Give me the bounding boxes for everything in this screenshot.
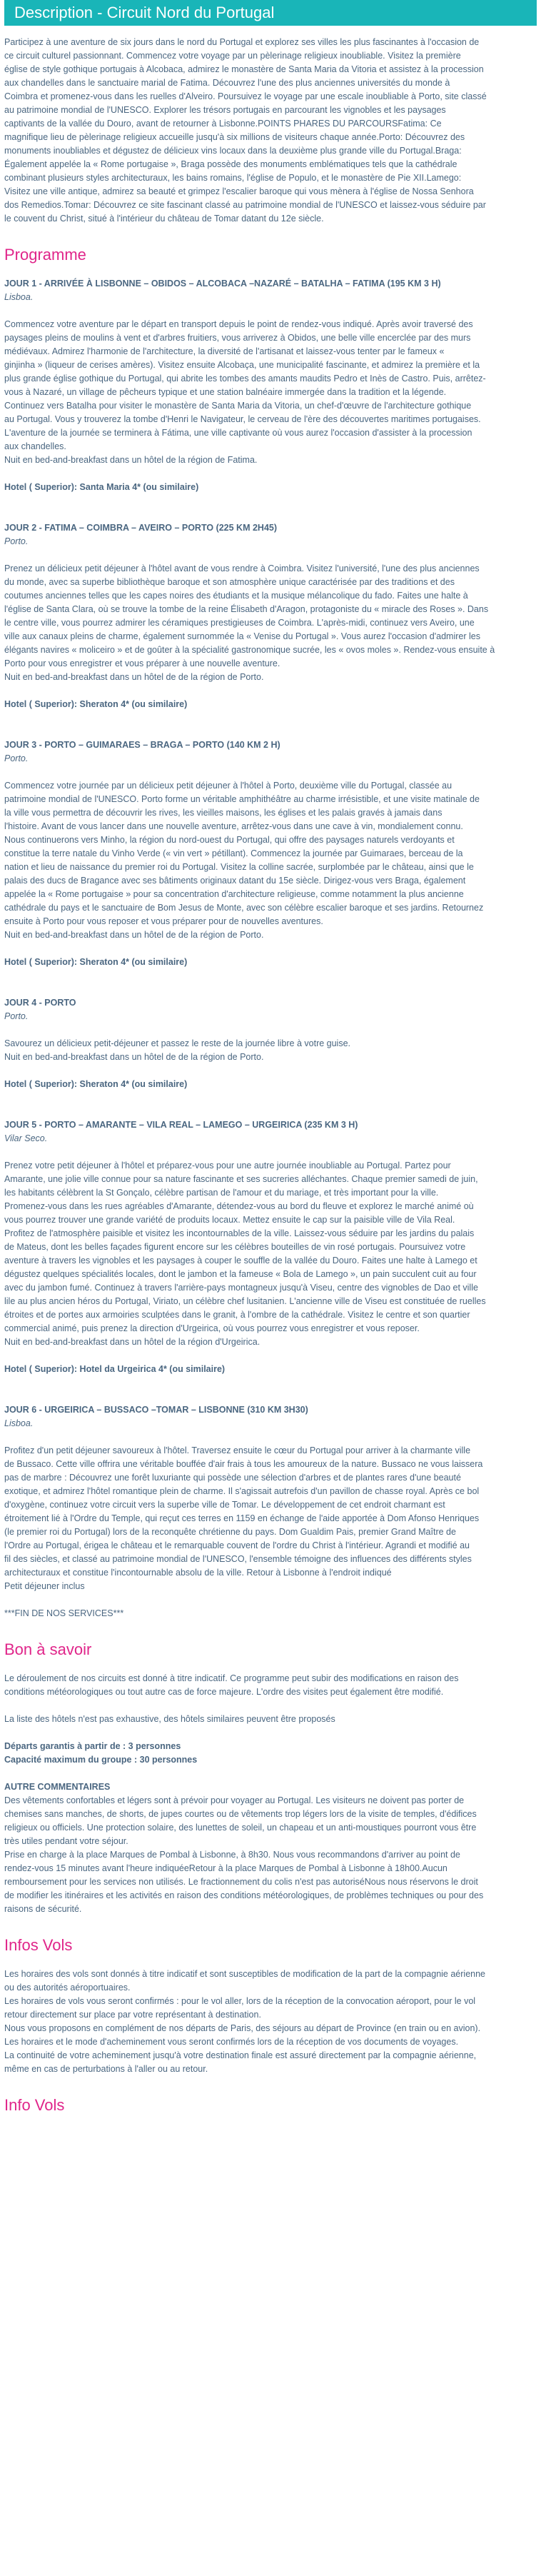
day-description — [4, 1037, 537, 1064]
day-description-line: paysages pleins de moulins à vent et d'arbres fruitiers, vous arriverez à Obidos, une belle ville encerclée par des murs — [4, 333, 471, 343]
infos-vols-line: retour directement sur place par votre représentant à destination. — [4, 2010, 261, 2020]
day-description-line: les habitants célèbrent la St Gonçalo, célèbre partisan de l'amour et du mariage, et très important pour la ville. — [4, 1188, 439, 1198]
day-description-line: Porto pour vous enregistrer et vous préparer à une nouvelle aventure. — [4, 658, 280, 668]
day-description-line: Amarante, une jolie ville connue pour sa nature fascinante et ses sucreries alléchantes. Chaque premier samedi de juin, — [4, 1174, 478, 1184]
day-description-line: de Bussaco. Cette ville offrira une véritable bouffée d'air frais à tous les amoureux de la nature. Bussaco ne vous laissera — [4, 1459, 483, 1469]
programme-days — [4, 277, 537, 1593]
intro-line: Également appelée la « Rome portugaise », Braga possède des monuments emblématiques tels que la cathédrale — [4, 159, 457, 169]
day-description-line: élégants navires « moliceiro » et de goûter à la spécialité gastronomique sucrée, les « ovos moles ». Rendez-vous ensuite à — [4, 645, 495, 655]
intro-text — [4, 36, 537, 226]
day-description-line: Nuit en bed-and-breakfast dans un hôtel de la région d'Urgeirica. — [4, 1337, 261, 1347]
day-city: Lisboa. — [4, 1418, 34, 1428]
day-block — [4, 1118, 537, 1376]
intro-line: le couvent du Christ, situé à l'intérieur du château de Tomar datant du 12e siècle. — [4, 214, 324, 224]
day-description-line: Petit déjeuner inclus — [4, 1581, 85, 1591]
infos-vols-line: ou des autorités aéroportuaires. — [4, 1983, 131, 1993]
bon-a-savoir-line: conditions météorologiques ou tout autre cas de force majeure. L'ordre des visites peut également être modifié. — [4, 1687, 444, 1697]
day-description-line: étroitement lié à l'Ordre du Temple, qui reçut ces terres en 1159 en échange de l'aide apportée à Dom Afonso Henriques — [4, 1513, 480, 1523]
infos-vols-line: Les horaires de vols vous seront confirmés : pour le vol aller, lors de la réception de la convocation aéroport, pour le vol — [4, 1996, 476, 2006]
infos-vols-text — [4, 1968, 537, 2076]
hotel-list-note: La liste des hôtels n'est pas exhaustive, des hôtels similaires peuvent être proposés — [4, 1714, 335, 1724]
day-description-line: Profitez de l'atmosphère paisible et visitez les incontournables de la ville. Laissez-vous séduire par les jardins du palais — [4, 1228, 475, 1238]
day-city: Porto. — [4, 1011, 29, 1021]
departs-garantis: Départs garantis à partir de : 3 personnes — [4, 1741, 181, 1751]
intro-line: Participez à une aventure de six jours dans le nord du Portugal et explorez ses villes les plus fascinantes à l'occasion de — [4, 37, 480, 47]
day-description-line: ensuite à Porto pour vous reposer et vous préparer pour de nouvelles aventures. — [4, 916, 323, 926]
day-description-line: étroites et de portes aux armoiries sculptées dans le granit, à l'ombre de la cathédrale. Visitez le centre et son quartier — [4, 1310, 470, 1320]
day-description-line: ginjinha » (liqueur de cerises amères). Visitez ensuite Alcobaça, une municipalité fascinante, et admirez la première et la — [4, 360, 480, 370]
intro-line: Visitez une ville antique, admirez sa beauté et grimpez l'escalier baroque qui vous mènera à l'église de Nossa Senhora — [4, 186, 474, 196]
day-description-line: appelée la « Rome portugaise » pour sa concentration d'architecture religieuse, comme notamment la plus ancienne — [4, 889, 464, 899]
bon-a-savoir-paragraph — [4, 1672, 537, 1699]
intro-line: combinant plusieurs styles architecturaux, les bains romains, l'église de Populo, et le monastère de Pie XII.Lamego: — [4, 173, 462, 183]
autre-commentaires-line: Prise en charge à la place Marques de Pombal à Lisbonne, à 8h30. Nous vous recommandons d'arriver au point de — [4, 1850, 460, 1860]
autre-commentaires-line: remboursement pour les services non utilisés. Le fractionnement du colis n'est pas autoriséNous nous réservons le droit — [4, 1877, 478, 1887]
day-description-line: l'histoire. Avant de vous lancer dans une nouvelle aventure, arrêtez-vous dans une cave à vin, mondialement connu. — [4, 821, 463, 831]
day-description-line: Nuit en bed-and-breakfast dans un hôtel de de la région de Porto. — [4, 1052, 264, 1062]
day-hotel: Hotel ( Superior): Santa Maria 4* (ou similaire) — [4, 482, 199, 492]
day-description-line: Prenez un délicieux petit déjeuner à l'hôtel avant de vous rendre à Coimbra. Visitez l'université, l'une des plus anciennes — [4, 563, 480, 573]
day-description-line: Nuit en bed-and-breakfast dans un hôtel de de la région de Porto. — [4, 930, 264, 940]
autre-commentaires-line: religieux ou officiels. Une protection solaire, des lunettes de soleil, un chapeau et un anti-moustiques pourront vous être — [4, 1823, 477, 1833]
day-block — [4, 996, 537, 1091]
day-description-line: l'Ordre au Portugal, érigea le château et le remarquable couvent de l'ordre du Christ à l'intérieur. Agrandi et modifié au — [4, 1540, 470, 1550]
day-description-line: de Mateus, dont les belles façades figurent encore sur les célèbres bouteilles de vin rosé portugais. Poursuivez votre — [4, 1242, 466, 1252]
programme-heading: Programme — [4, 246, 86, 264]
day-hotel: Hotel ( Superior): Sheraton 4* (ou similaire) — [4, 957, 188, 967]
infos-vols-line: Nous vous proposons en complément de nos départs de Paris, des séjours au départ de Province (en train ou en avion). — [4, 2023, 481, 2033]
autre-commentaires-line: très utiles pendant votre séjour. — [4, 1836, 128, 1846]
day-hotel: Hotel ( Superior): Hotel da Urgeirica 4* (ou similaire) — [4, 1364, 226, 1374]
day-description — [4, 562, 537, 684]
day-title: JOUR 3 - PORTO – GUIMARAES – BRAGA – PORTO (140 KM 2 H) — [4, 740, 280, 750]
intro-line: ce circuit culturel passionnant. Commencez votre voyage par un pèlerinage religieux inoubliable. Visitez la première — [4, 51, 461, 61]
day-description-line: aventure à travers les vignobles et les paysages à couper le souffle de la vallée du Douro. Faites une halte à Lamego et — [4, 1256, 477, 1266]
day-title: JOUR 2 - FATIMA – COIMBRA – AVEIRO – PORTO (225 KM 2H45) — [4, 523, 278, 533]
day-hotel: Hotel ( Superior): Sheraton 4* (ou similaire) — [4, 1079, 188, 1089]
day-city: Lisboa. — [4, 292, 34, 302]
day-description-line: constitue la terre natale du Vinho Verde (« vin vert » pétillant). Commencez la journée par Guimaraes, berceau de la — [4, 848, 463, 858]
infos-vols-line: La continuité de votre acheminement jusqu'à votre destination finale est assuré directement par la compagnie aérienne, — [4, 2050, 477, 2060]
day-description-line: du monde, avec sa superbe bibliothèque baroque et son atmosphère unique caractérisée par des traditions et des — [4, 577, 455, 587]
autre-commentaires-line: Des vêtements confortables et légers sont à prévoir pour voyager au Portugal. Les visiteurs ne doivent pas porter de — [4, 1795, 465, 1805]
day-description-line: vous pourrez trouver une grande variété de produits locaux. Mettez ensuite le cap sur la paisible ville de Vila Real. — [4, 1215, 455, 1225]
day-title: JOUR 5 - PORTO – AMARANTE – VILA REAL – LAMEGO – URGEIRICA (235 KM 3 H) — [4, 1120, 358, 1130]
autre-commentaires-heading: AUTRE COMMENTAIRES — [4, 1782, 111, 1792]
day-description-line: Commencez votre journée par un délicieux petit déjeuner à l'hôtel à Porto, deuxième ville du Portugal, classée au — [4, 781, 452, 791]
day-city: Vilar Seco. — [4, 1133, 48, 1143]
day-description — [4, 779, 537, 942]
bon-a-savoir-heading: Bon à savoir — [4, 1640, 92, 1658]
day-description-line: aux chandelles. — [4, 441, 66, 451]
intro-line: église de style gothique portugais à Alcobaca, admirez le monastère de Santa Maria da Vitoria et assistez à la procession — [4, 64, 484, 74]
end-of-services: ***FIN DE NOS SERVICES*** — [4, 1608, 124, 1618]
day-block — [4, 277, 537, 494]
day-block — [4, 1403, 537, 1593]
day-description-line: la ville vous permettra de découvrir les rives, les vieilles maisons, les églises et les palais gravés à jamais dans — [4, 808, 443, 818]
day-description-line: le centre ville, vous pourrez admirer les céramiques prestigieuses de Coimbra. L'après-midi, continuez vers Aveiro, une — [4, 618, 475, 628]
autre-commentaires-line: chemises sans manches, de shorts, de jupes courtes ou de vêtements trop légers lors de la visite de temples, d'édifices — [4, 1809, 477, 1819]
intro-line: captivants de la vallée du Douro, avant de retourner à Lisbonne.POINTS PHARES DU PARCOURSFatima: Ce — [4, 119, 442, 129]
autre-commentaires-line: rendez-vous 15 minutes avant l'heure indiquéeRetour à la place Marques de Pombal à Lisbonne à 18h00.Aucun — [4, 1863, 448, 1873]
day-description-line: patrimoine mondial de l'UNESCO. Porto forme un véritable amphithéâtre au charme irrésistible, et une visite matinale de — [4, 794, 480, 804]
intro-line: magnifique lieu de pèlerinage religieux accueille jusqu'à six millions de visiteurs chaque année.Porto: Découvrez des — [4, 132, 465, 142]
day-city: Porto. — [4, 536, 29, 546]
page-title: Description - Circuit Nord du Portugal — [4, 0, 537, 26]
infos-vols-line: Les horaires des vols sont donnés à titre indicatif et sont susceptibles de modification de la part de la compagnie aérienne — [4, 1969, 486, 1979]
day-description-line: Nous continuerons vers Minho, la région du nord-ouest du Portugal, qui offre des paysages naturels verdoyants et — [4, 835, 455, 845]
day-title: JOUR 6 - URGEIRICA – BUSSACO –TOMAR – LISBONNE (310 KM 3H30) — [4, 1405, 308, 1415]
infos-vols-heading: Infos Vols — [4, 1936, 73, 1954]
day-description-line: avec du jambon fumé. Continuez à travers l'arrière-pays montagneux jusqu'à Viseu, centre des vignobles de Dao et ville — [4, 1283, 478, 1293]
day-description-line: vous à Nazaré, un village de pêcheurs typique et une station balnéaire immergée dans la tradition et la légende. — [4, 387, 447, 397]
day-description-line: d'oxygène, continuez votre circuit vers la superbe ville de Tomar. Le développement de cet endroit charmant est — [4, 1500, 445, 1510]
day-description — [4, 1159, 537, 1349]
day-description-line: commercial animé, puis prenez la direction d'Urgeirica, où vous pourrez vous enregistrer et vous reposer. — [4, 1323, 420, 1333]
intro-line: dos Remedios.Tomar: Découvrez ce site fascinant classé au patrimoine mondial de l'UNESCO et laissez-vous séduire par — [4, 200, 486, 210]
day-description-line: ville aux canaux pleins de charme, également surnommée la « Venise du Portugal ». Vous aurez l'occasion d'admirer les — [4, 631, 480, 641]
day-description — [4, 1444, 537, 1593]
day-description-line: l'église de Santa Clara, où se trouve la tombe de la reine Élisabeth d'Aragon, protagoniste du « miracle des Roses ». Dans — [4, 604, 489, 614]
day-description-line: pas de marbre : Découvrez une forêt luxuriante qui possède une sélection d'arbres et de plantes rares d'une beauté — [4, 1473, 461, 1483]
day-description-line: au Portugal. Vous y trouverez la tombe d'Henri le Navigateur, le cerveau de l'ère des découvertes maritimes portugaises. — [4, 414, 481, 424]
day-description-line: plus grande église gothique du Portugal, qui abrite les tombes des amants maudits Pedro et Inès de Castro. Puis, arrêtez- — [4, 374, 486, 384]
day-description-line: Continuez vers Batalha pour visiter le monastère de Santa Maria da Vitoria, un chef-d'œuvre de l'architecture gothique — [4, 401, 472, 411]
autre-commentaires-line: de modifier les itinéraires et les activités en raison des conditions météorologiques, de problèmes techniques ou pour des — [4, 1890, 484, 1900]
infos-vols-line: même en cas de perturbations à l'aller ou au retour. — [4, 2064, 208, 2074]
day-description-line: Nuit en bed-and-breakfast dans un hôtel de de la région de Porto. — [4, 672, 264, 682]
infos-vols-line: Les horaires et le mode d'acheminement vous seront confirmés lors de la réception de vos documents de voyages. — [4, 2037, 459, 2047]
day-description-line: exotique, et admirez l'hôtel romantique plein de charme. Il s'agissait autrefois d'un pavillon de chasse royal. Après ce bol — [4, 1486, 480, 1496]
day-description-line: Savourez un délicieux petit-déjeuner et passez le reste de la journée libre à votre guise. — [4, 1038, 351, 1048]
day-hotel: Hotel ( Superior): Sheraton 4* (ou similaire) — [4, 699, 188, 709]
intro-line: aux chandelles dans le sanctuaire marial de Fatima. Découvrez l'une des plus anciennes universités du monde à — [4, 78, 450, 88]
day-description-line: coutumes anciennes telles que les capes noires des étudiants et la musique mélancolique du fado. Faites une halte à — [4, 591, 468, 601]
day-description-line: architecturaux et constitue l'incontournable absolu de la ville. Retour à Lisbonne à l'endroit indiqué — [4, 1568, 392, 1578]
day-description-line: palais des ducs de Bragance avec ses bâtiments originaux datant du 15e siècle. Dirigez-vous vers Braga, également — [4, 876, 466, 886]
intro-line: au patrimoine mondial de l'UNESCO. Explorer les trésors portugais en parcourant les vignobles et les paysages — [4, 105, 446, 115]
day-city: Porto. — [4, 753, 29, 763]
day-block — [4, 738, 537, 969]
autre-commentaires-text — [4, 1794, 537, 1916]
day-description — [4, 318, 537, 467]
intro-line: Coimbra et promenez-vous dans les ruelles d'Alveiro. Poursuivez le voyage par une escale inoubliable à Porto, site classé — [4, 91, 487, 101]
day-description-line: dégustez quelques spécialités locales, dont le jambon et la fameuse « Bola de Lamego », un pain succulent cuit au four — [4, 1269, 477, 1279]
day-description-line: Nuit en bed-and-breakfast dans un hôtel de la région de Fatima. — [4, 455, 258, 465]
day-description-line: nation et lieu de naissance du premier roi du Portugal. Visitez la colline sacrée, surplombée par le château, ainsi que le — [4, 862, 474, 872]
day-description-line: Profitez d'un petit déjeuner savoureux à l'hôtel. Traversez ensuite le cœur du Portugal pour arriver à la charmante ville — [4, 1445, 471, 1455]
day-title: JOUR 4 - PORTO — [4, 998, 76, 1008]
autre-commentaires-line: raisons de sécurité. — [4, 1904, 82, 1914]
day-description-line: L'aventure de la journée se terminera à Fátima, une ville captivante où vous aurez l'occasion d'assister à la procession — [4, 428, 472, 438]
day-description-line: Commencez votre aventure par le départ en transport depuis le point de rendez-vous indiqué. Après avoir traversé des — [4, 319, 473, 329]
info-vols-heading: Info Vols — [4, 2096, 65, 2114]
day-description-line: Promenez-vous dans les rues agréables d'Amarante, détendez-vous au bord du fleuve et explorez le marché animé où — [4, 1201, 474, 1211]
day-description-line: Prenez votre petit déjeuner à l'hôtel et préparez-vous pour une autre journée inoubliable au Portugal. Partez pour — [4, 1161, 451, 1171]
day-description-line: médiévaux. Admirez l'harmonie de l'architecture, la diversité de l'artisanat et laissez-vous tenter par le fameux « — [4, 346, 445, 356]
day-description-line: fil des siècles, et classé au patrimoine mondial de l'UNESCO, l'ensemble témoigne des influences des différents styles — [4, 1554, 472, 1564]
bon-a-savoir-section — [4, 1672, 537, 1916]
capacite-maximum: Capacité maximum du groupe : 30 personnes — [4, 1755, 198, 1765]
day-description-line: cathédrale du pays et le sanctuaire de Bom Jesus de Monte, avec son célèbre escalier baroque et ses jardins. Retournez — [4, 903, 484, 913]
day-description-line: (le premier roi du Portugal) lors de la reconquête chrétienne du pays. Dom Gualdim Pais, premier Grand Maître de — [4, 1527, 456, 1537]
day-block — [4, 521, 537, 711]
day-title: JOUR 1 - ARRIVÉE À LISBONNE – OBIDOS – ALCOBACA –NAZARÉ – BATALHA – FATIMA (195 KM 3 H) — [4, 279, 441, 289]
bon-a-savoir-line: Le déroulement de nos circuits est donné à titre indicatif. Ce programme peut subir des modifications en raison des — [4, 1673, 459, 1683]
intro-line: monuments inoubliables et dégustez de délicieux vins locaux dans la deuxième plus grande ville du Portugal.Braga: — [4, 146, 462, 156]
day-description-line: lile au plus ancien héros du Portugal, Viriato, un célèbre chef lusitanien. L'ancienne ville de Viseu est constituée de ruelles — [4, 1296, 486, 1306]
